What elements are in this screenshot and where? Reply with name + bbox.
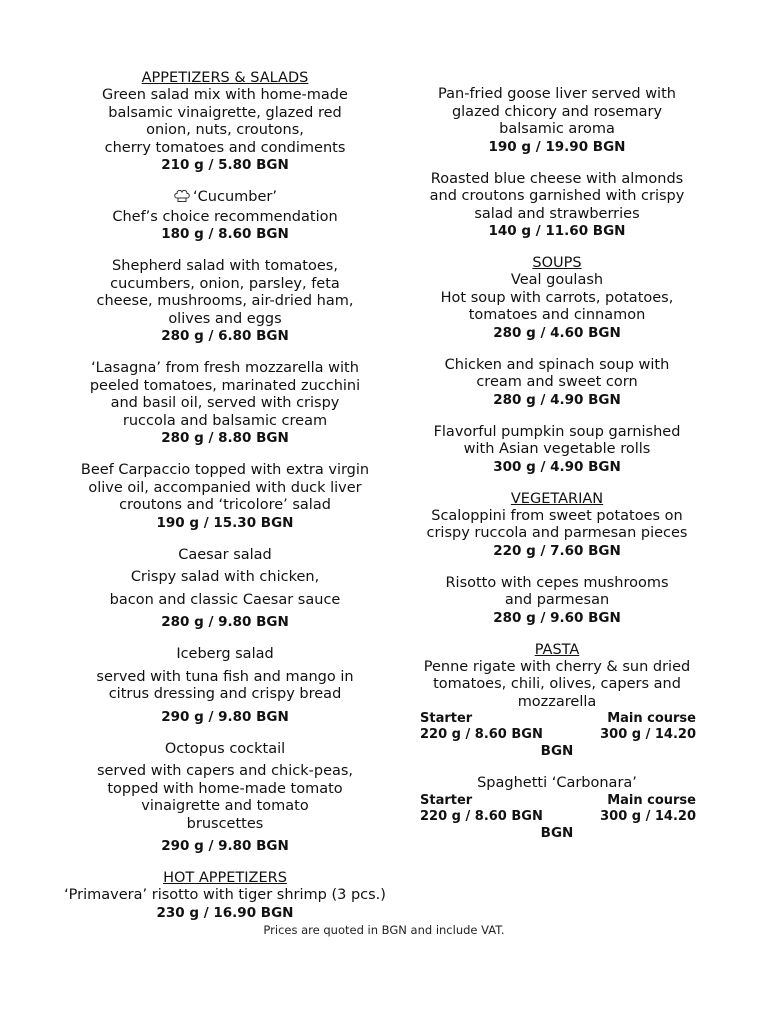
item-line: Hot soup with carrots, potatoes, <box>440 289 674 306</box>
menu-item-iceberg-salad <box>60 646 390 726</box>
item-line: ruccola and balsamic cream <box>122 412 328 429</box>
section-heading-soups: SOUPS <box>532 255 582 271</box>
item-price: 280 g / 8.80 BGN <box>161 430 289 446</box>
item-title: Caesar salad <box>178 546 272 563</box>
item-line: tomatoes, chili, olives, capers and <box>433 676 681 692</box>
menu-item-spaghetti-carbonara <box>412 775 702 842</box>
item-price: 280 g / 9.80 BGN <box>161 614 289 630</box>
menu-item-cucumber <box>60 189 390 243</box>
item-line: glazed chicory and rosemary <box>451 103 663 120</box>
item-price: 280 g / 9.60 BGN <box>493 609 621 626</box>
item-line: ‘Primavera’ risotto with tiger shrimp (3 pcs.) <box>64 887 386 903</box>
item-price: 210 g / 5.80 BGN <box>161 157 289 173</box>
main-course-price: 300 g / 14.20 <box>600 727 696 742</box>
item-line: ‘Lasagna’ from fresh mozzarella with <box>91 360 359 376</box>
menu-item-chicken-spinach-soup <box>412 357 702 409</box>
chef-hat-icon <box>173 189 191 209</box>
main-course-label: Main course <box>607 792 696 808</box>
item-line: and croutons garnished with crispy <box>429 188 685 204</box>
item-line: mozzarella <box>517 693 597 710</box>
item-line: balsamic aroma <box>499 121 615 137</box>
item-line: citrus dressing and crispy bread <box>108 686 342 702</box>
item-price: 280 g / 4.90 BGN <box>493 391 621 408</box>
starter-label: Starter <box>420 792 473 808</box>
item-price: 290 g / 9.80 BGN <box>161 708 289 725</box>
menu-item-blue-cheese <box>412 171 702 241</box>
item-line: and parmesan <box>504 592 610 608</box>
item-price: 140 g / 11.60 BGN <box>488 223 626 239</box>
item-line: Beef Carpaccio topped with extra virgin <box>80 462 370 478</box>
item-price: 190 g / 19.90 BGN <box>488 138 626 155</box>
main-course-price: 300 g / 14.20 <box>600 808 696 824</box>
portion-prices <box>412 727 702 743</box>
starter-label: Starter <box>420 711 473 726</box>
item-price: 280 g / 6.80 BGN <box>161 328 289 344</box>
item-line: vinaigrette and tomato <box>141 798 309 814</box>
menu-item-primavera-risotto <box>60 887 390 922</box>
menu-item-scaloppini <box>412 508 702 560</box>
main-course-price-cont: BGN <box>540 824 574 841</box>
item-line: cucumbers, onion, parsley, feta <box>110 275 340 292</box>
item-price: 280 g / 4.60 BGN <box>493 324 621 341</box>
menu-item-green-salad <box>60 87 390 174</box>
item-line: Chicken and spinach soup with <box>444 356 670 373</box>
portion-prices <box>412 809 702 825</box>
item-price: 300 g / 4.90 BGN <box>493 458 621 475</box>
item-line: served with capers and chick-peas, <box>96 763 354 779</box>
item-line: crispy ruccola and parmesan pieces <box>426 525 688 541</box>
item-price: 230 g / 16.90 BGN <box>156 904 294 921</box>
item-line: salad and strawberries <box>474 205 640 222</box>
section-heading-appetizers: APPETIZERS & SALADS <box>141 70 309 86</box>
menu-item-shepherd-salad <box>60 258 390 345</box>
item-line: and basil oil, served with crispy <box>110 395 340 411</box>
vat-footnote: Prices are quoted in BGN and include VAT. <box>263 923 505 937</box>
section-heading-pasta: PASTA <box>534 641 580 658</box>
section-heading-vegetarian: VEGETARIAN <box>510 490 604 507</box>
item-price: 180 g / 8.60 BGN <box>161 226 289 242</box>
item-line: olives and eggs <box>168 310 282 327</box>
starter-price: 220 g / 8.60 BGN <box>420 808 543 824</box>
item-line: topped with home-made tomato <box>107 780 343 797</box>
item-line: cheese, mushrooms, air-dried ham, <box>96 293 354 309</box>
item-line: Pan-fried goose liver served with <box>438 86 676 102</box>
item-line: cherry tomatoes and condiments <box>104 139 346 156</box>
item-line: bruscettes <box>186 815 264 832</box>
item-line: with Asian vegetable rolls <box>463 441 651 457</box>
portion-labels <box>412 793 702 809</box>
left-column <box>60 70 390 922</box>
item-line: bacon and classic Caesar sauce <box>109 591 341 608</box>
item-line: peeled tomatoes, marinated zucchini <box>89 377 361 394</box>
item-title: Iceberg salad <box>176 646 274 662</box>
item-line: onion, nuts, croutons, <box>146 122 304 138</box>
menu-item-lasagna <box>60 360 390 447</box>
item-line: tomatoes and cinnamon <box>468 307 646 323</box>
main-course-price-cont: BGN <box>540 743 574 759</box>
item-line: olive oil, accompanied with duck liver <box>88 479 362 496</box>
item-line: Risotto with cepes mushrooms <box>445 574 669 591</box>
item-line: cream and sweet corn <box>476 374 638 390</box>
item-line: Shepherd salad with tomatoes, <box>112 258 338 274</box>
section-heading-hot-appetizers: HOT APPETIZERS <box>163 870 287 886</box>
menu-item-cepes-risotto <box>412 575 702 627</box>
item-line: served with tuna fish and mango in <box>96 668 354 685</box>
item-line: balsamic vinaigrette, glazed red <box>108 104 342 121</box>
item-line: Roasted blue cheese with almonds <box>430 170 684 187</box>
item-line: croutons and ‘tricolore’ salad <box>119 497 331 513</box>
main-course-label: Main course <box>607 711 696 726</box>
menu-item-penne-rigate <box>412 659 702 761</box>
menu-item-pumpkin-soup <box>412 424 702 476</box>
item-line: Green salad mix with home-made <box>102 87 348 103</box>
item-line: Chef’s choice recommendation <box>112 208 338 225</box>
item-line: Spaghetti ‘Carbonara’ <box>477 775 637 791</box>
item-line: Flavorful pumpkin soup garnished <box>433 423 681 440</box>
menu-item-veal-goulash <box>412 272 702 342</box>
item-line: Scaloppini from sweet potatoes on <box>431 507 683 524</box>
right-column <box>412 86 702 842</box>
item-price: 190 g / 15.30 BGN <box>156 514 294 531</box>
item-title: ‘Cucumber’ <box>193 189 277 205</box>
menu-item-caesar-salad <box>60 547 390 632</box>
item-price: 220 g / 7.60 BGN <box>493 542 621 559</box>
item-line: Crispy salad with chicken, <box>130 569 320 585</box>
item-price: 290 g / 9.80 BGN <box>161 838 289 854</box>
menu-item-beef-carpaccio <box>60 462 390 532</box>
menu-item-goose-liver <box>412 86 702 156</box>
item-title: Octopus cocktail <box>164 740 286 757</box>
portion-labels <box>412 711 702 727</box>
starter-price: 220 g / 8.60 BGN <box>420 727 543 742</box>
item-line: Penne rigate with cherry & sun dried <box>423 658 691 675</box>
item-title: Veal goulash <box>510 272 604 288</box>
menu-item-octopus-cocktail <box>60 741 390 856</box>
